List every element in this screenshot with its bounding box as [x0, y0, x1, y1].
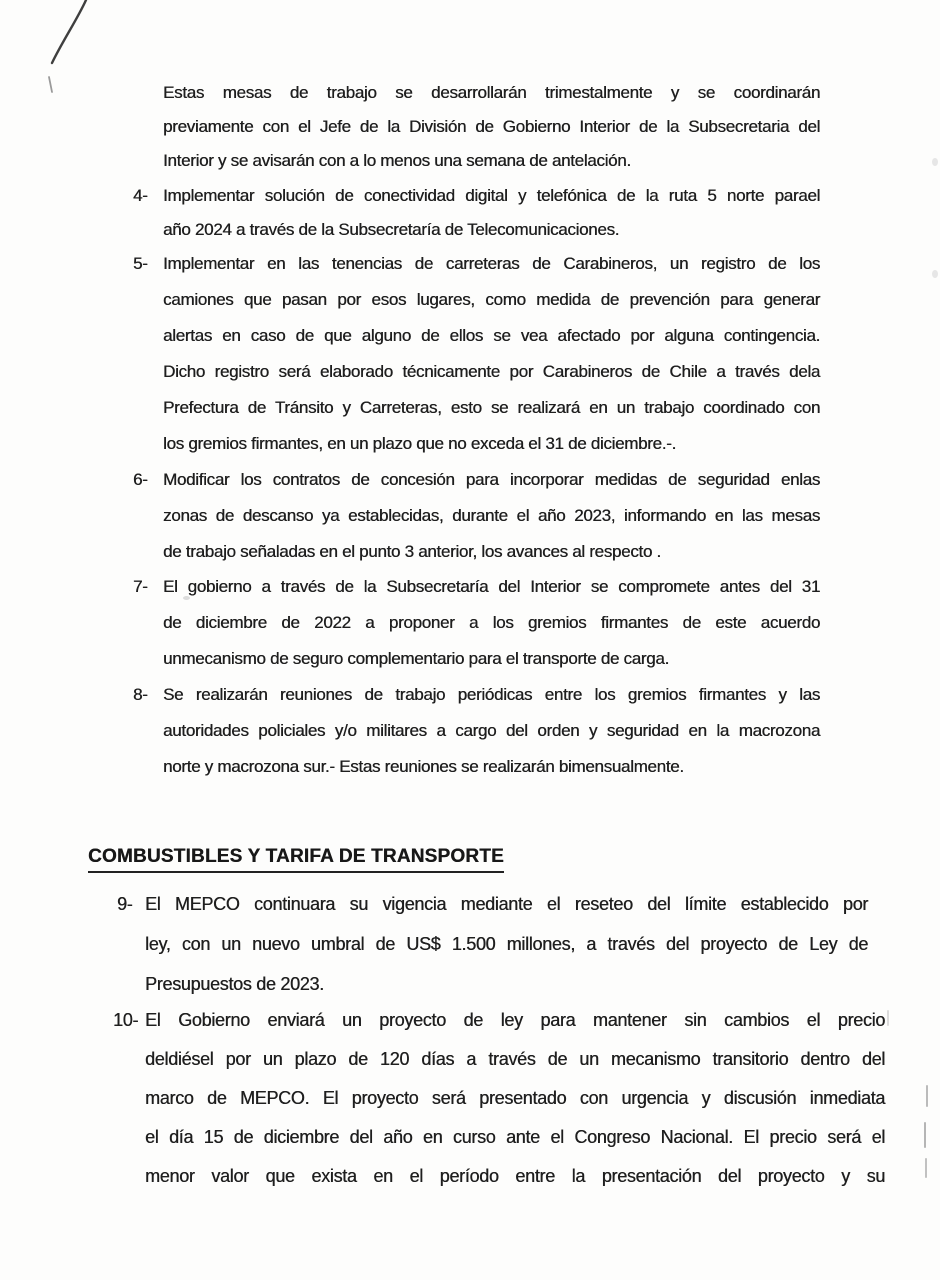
text-line: El gobierno a través de la Subsecretaría del Interior se compromete antes del 31 — [163, 577, 820, 596]
scan-smudge — [932, 270, 938, 278]
text-line: autoridades policiales y/o militares a cargo del orden y seguridad en la macrozona — [163, 721, 820, 740]
text-line: Presupuestos de 2023. — [145, 974, 324, 994]
item-number: 5- — [133, 254, 148, 273]
agreement-item-10 — [113, 1001, 885, 1196]
agreement-item-7 — [133, 569, 820, 677]
text-line: de trabajo señaladas en el punto 3 anterior, los avances al respecto . — [163, 542, 661, 561]
text-line: El Gobierno enviará un proyecto de ley para mantener sin cambios el precio — [145, 1010, 885, 1030]
scan-edge-mark — [887, 1010, 889, 1026]
text-line: año 2024 a través de la Subsecretaría de Telecomunicaciones. — [163, 220, 620, 239]
agreement-item-6 — [133, 462, 820, 570]
intro-paragraph — [163, 76, 820, 178]
text-line: camiones que pasan por esos lugares, como medida de prevención para generar — [163, 290, 820, 309]
text-line: norte y macrozona sur.- Estas reuniones se realizarán bimensualmente. — [163, 757, 684, 776]
agreement-item-5 — [133, 246, 820, 462]
text-line: zonas de descanso ya establecidas, durante el año 2023, informando en las mesas — [163, 506, 820, 525]
text-line: Modificar los contratos de concesión para incorporar medidas de seguridad enlas — [163, 470, 820, 489]
text-line: El MEPCO continuara su vigencia mediante el reseteo del límite establecido por — [145, 894, 868, 914]
scan-edge-mark — [926, 1085, 928, 1107]
item-number: 7- — [133, 577, 148, 596]
text-line: ley, con un nuevo umbral de US$ 1.500 millones, a través del proyecto de Ley de — [145, 934, 868, 954]
text-line: Implementar solución de conectividad digital y telefónica de la ruta 5 norte parael — [163, 186, 820, 205]
scan-edge-mark — [925, 1158, 927, 1178]
item-number: 9- — [117, 894, 133, 914]
agreement-item-9 — [117, 884, 868, 1004]
text-line: el día 15 de diciembre del año en curso ante el Congreso Nacional. El precio será el — [145, 1127, 885, 1147]
text-line: de diciembre de 2022 a proponer a los gremios firmantes de este acuerdo — [163, 613, 820, 632]
text-line: Interior y se avisarán con a lo menos una semana de antelación. — [163, 151, 631, 170]
text-line: Implementar en las tenencias de carreteras de Carabineros, un registro de los — [163, 254, 820, 273]
text-line: unmecanismo de seguro complementario para el transporte de carga. — [163, 649, 669, 668]
section-heading: COMBUSTIBLES Y TARIFA DE TRANSPORTE — [88, 846, 504, 873]
text-line: Se realizarán reuniones de trabajo periódicas entre los gremios firmantes y las — [163, 685, 820, 704]
item-number: 10- — [113, 1010, 139, 1030]
pen-stroke-artifact — [40, 0, 100, 100]
item-number: 6- — [133, 470, 148, 489]
text-line: alertas en caso de que alguno de ellos se vea afectado por alguna contingencia. — [163, 326, 820, 345]
text-line: deldiésel por un plazo de 120 días a través de un mecanismo transitorio dentro del — [145, 1049, 885, 1069]
scan-smudge — [932, 158, 938, 166]
scan-edge-mark — [924, 1122, 926, 1148]
item-number: 4- — [133, 186, 148, 205]
text-line: Dicho registro será elaborado técnicamente por Carabineros de Chile a través dela — [163, 362, 820, 381]
text-line: marco de MEPCO. El proyecto será presentado con urgencia y discusión inmediata — [145, 1088, 885, 1108]
agreement-item-4 — [133, 179, 820, 247]
text-line: los gremios firmantes, en un plazo que no exceda el 31 de diciembre.-. — [163, 434, 676, 453]
text-line: previamente con el Jefe de la División de Gobierno Interior de la Subsecretaria del — [163, 117, 820, 136]
text-line: Prefectura de Tránsito y Carreteras, esto se realizará en un trabajo coordinado con — [163, 398, 820, 417]
item-number: 8- — [133, 685, 148, 704]
text-line: Estas mesas de trabajo se desarrollarán trimestalmente y se coordinarán — [163, 83, 820, 102]
agreement-item-8 — [133, 677, 820, 785]
text-line: menor valor que exista en el período entre la presentación del proyecto y su — [145, 1166, 885, 1186]
